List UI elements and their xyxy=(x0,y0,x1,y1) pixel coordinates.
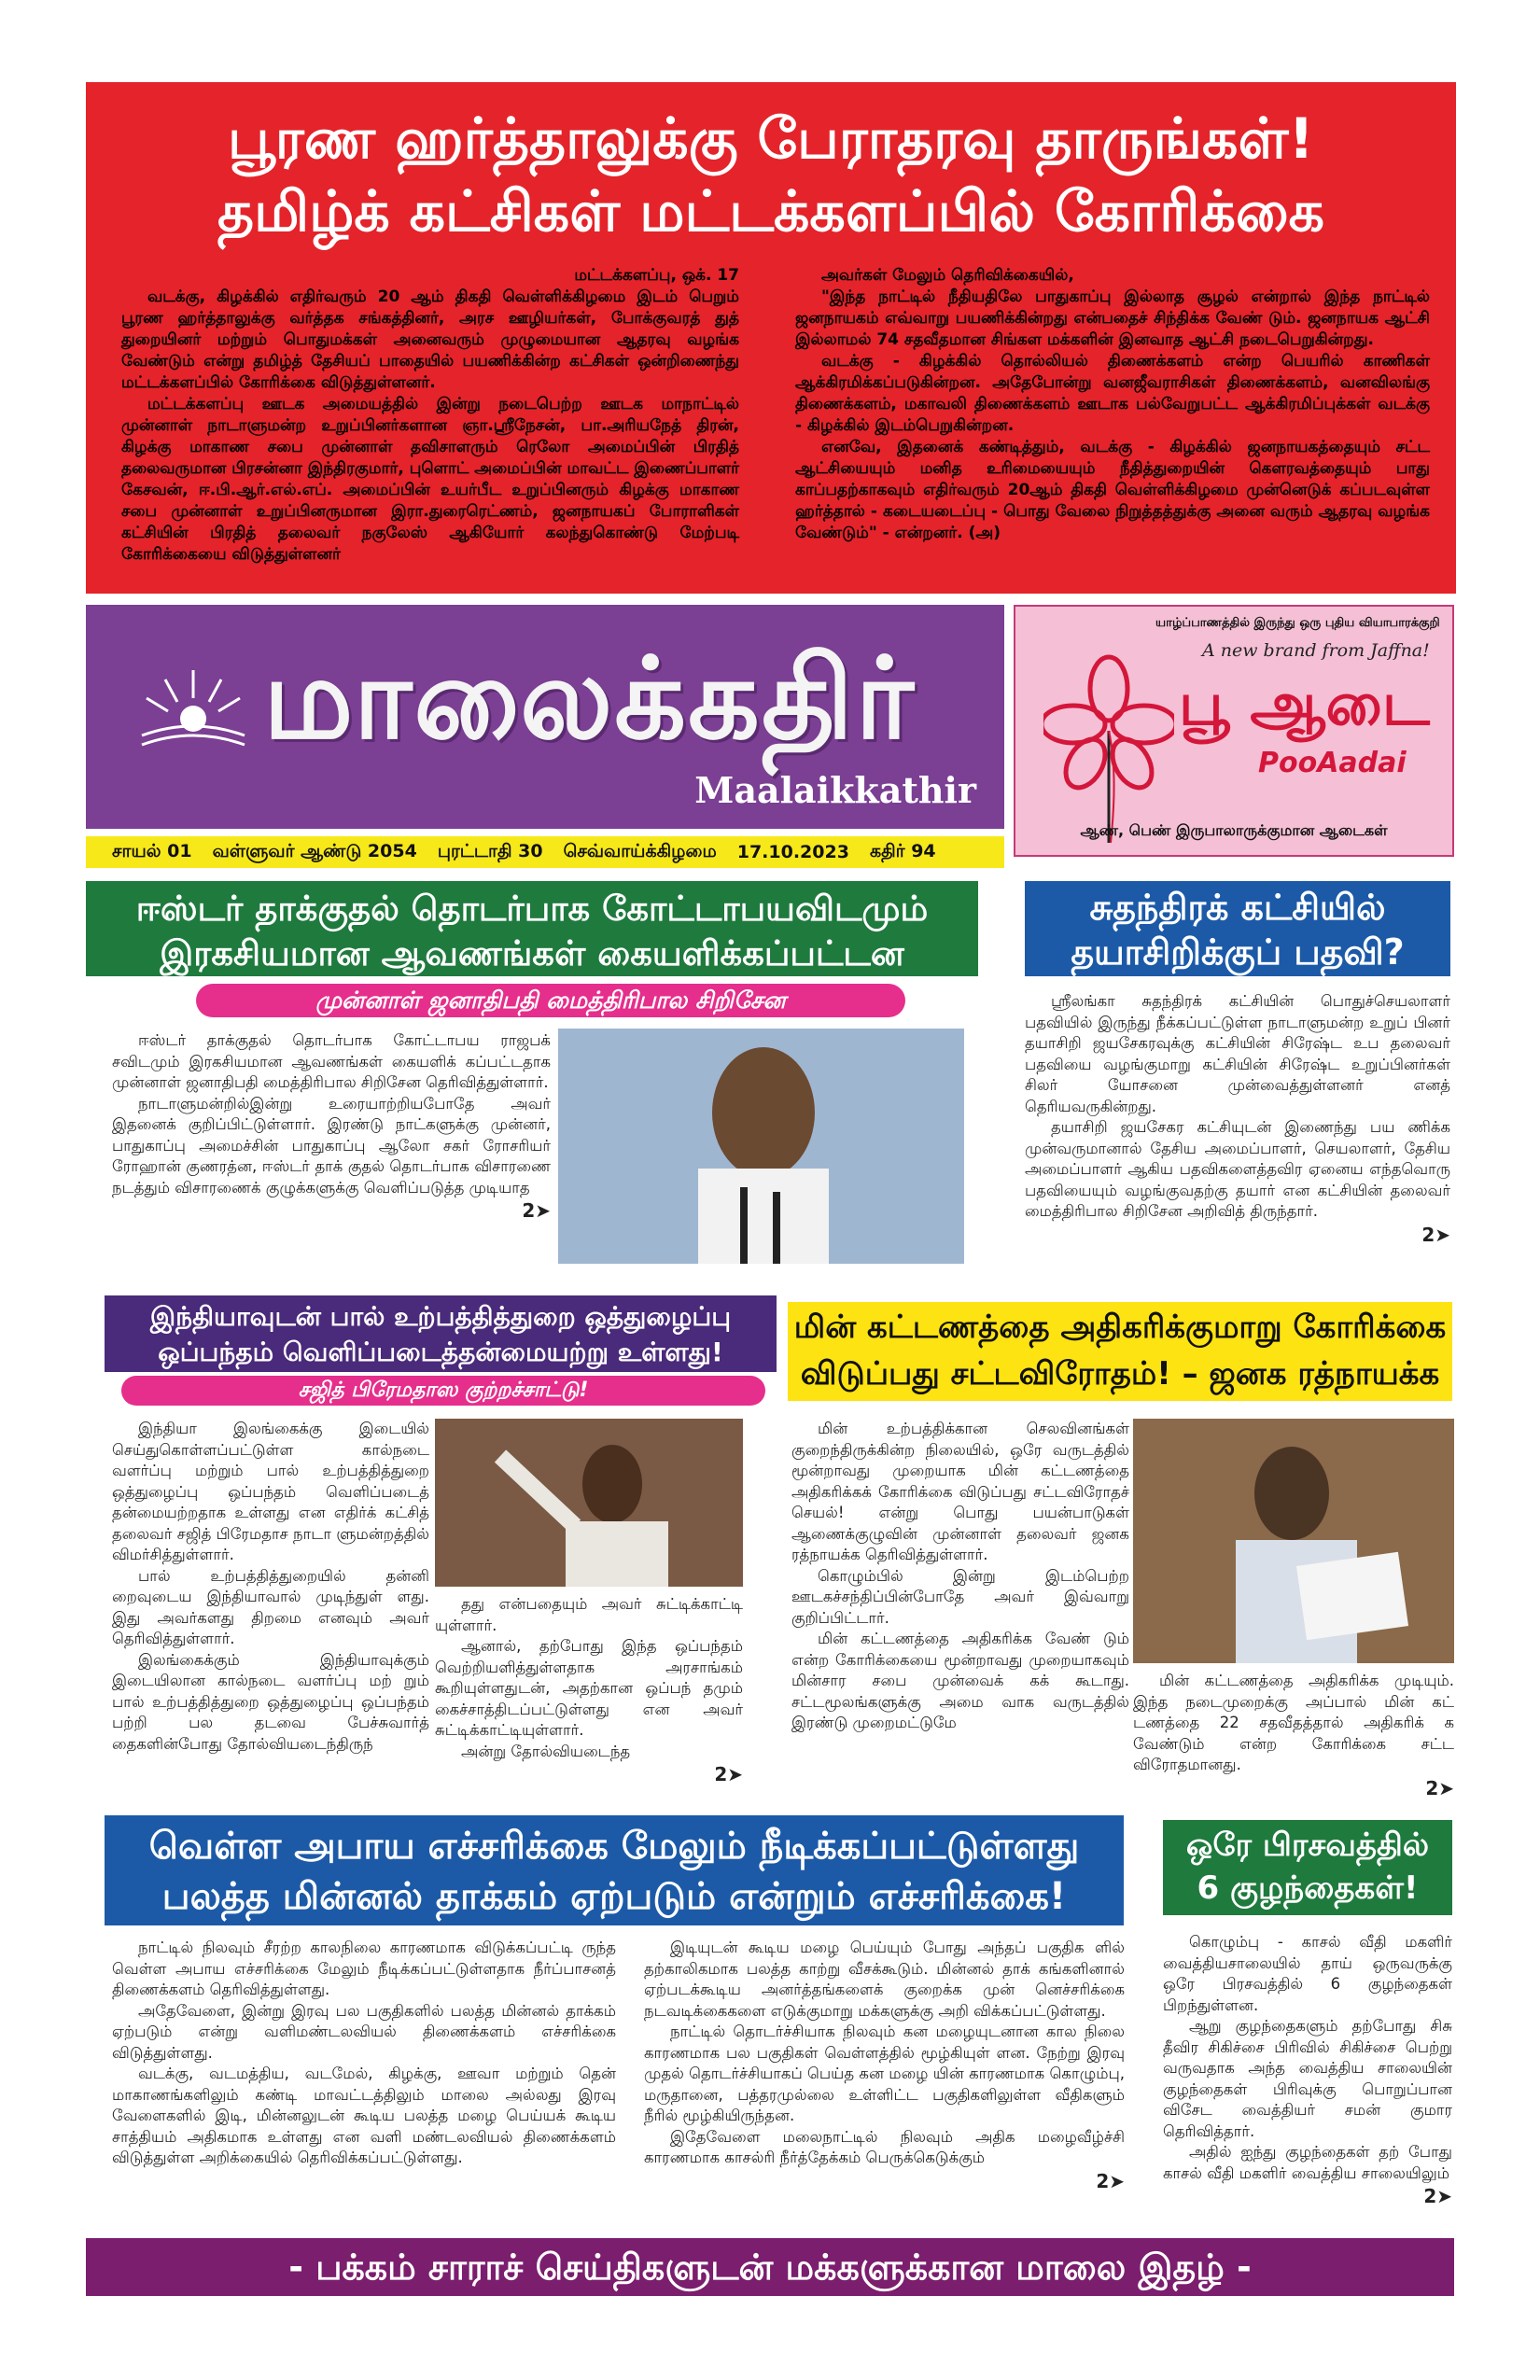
masthead-title: மாலைக்கதிர் xyxy=(263,635,916,764)
sunrise-book-logo-icon xyxy=(123,661,263,763)
continued-page-marker[interactable]: 2➤ xyxy=(1421,1223,1450,1246)
headline-line: சுதந்திரக் கட்சியில் xyxy=(1089,887,1386,928)
issue-tamil-date: புரட்டாதி 30 xyxy=(437,840,543,861)
electricity-story-headline xyxy=(788,1304,1452,1397)
paragraph: இந்தியா இலங்கைக்கு இடையில் செய்துகொள்ளப்பட்டுள்ள கால்நடை வளர்ப்பு மற்றும் பால் உற்பத்தித்துறை ஒத்துழைப்பு ஒப்பந்தம் வெளிப்படைத் தன்மையற்றதாக உள்ளது என எதிர்க் கட்சித் தலைவர் சஜித் பிரேமதாச நாடா ளுமன்றத்தில் விமர்சித்துள்ளார். xyxy=(112,1420,429,1563)
electricity-story-column-1 xyxy=(791,1419,1129,1734)
electricity-story-headline-box xyxy=(788,1302,1452,1401)
electricity-story-column-2 xyxy=(1133,1671,1454,1799)
flood-story-column-1 xyxy=(112,1938,616,2169)
paragraph: அன்று தோல்வியடைந்த xyxy=(461,1742,631,1760)
paragraph: ஈஸ்டர் தாக்குதல் தொடர்பாக கோட்டாபய ராஜபக் சவிடமும் இரகசியமான ஆவணங்கள் கையளிக் கப்பட்டதாக முன்னாள் ஜனாதிபதி மைத்திரிபால சிறிசேன தெரிவித்துள்ளார். xyxy=(112,1031,551,1091)
paragraph: அதில் ஐந்து குழந்தைகள் தற் போது காசல் வீதி மகளிர் வைத்திய சாலையிலும் xyxy=(1163,2143,1452,2182)
paragraph: தது என்பதையும் அவர் சுட்டிக்காட்டி யுள்ளார். xyxy=(435,1595,743,1634)
headline-line: வெள்ள அபாய எச்சரிக்கை மேலும் நீடிக்கப்பட்டுள்ளது xyxy=(148,1825,1080,1868)
issue-volume: சாயல் 01 xyxy=(112,840,192,861)
dairy-story-strap: சஜித் பிரேமதாஸ குற்றச்சாட்டு! xyxy=(121,1376,765,1406)
paragraph: நாடாளுமன்றில்இன்று உரையாற்றியபோதே அவர் இதனைக் குறிப்பிட்டுள்ளார். இரண்டு நாட்களுக்கு முன்னர், பாதுகாப்பு அமைச்சின் பாதுகாப்பு ஆலோ சகர் ரோசரியர் ரோஹான் குணரத்ன, ஈஸ்டர் தாக் குதல் தொடர்பாக விசாரணை நடத்தும் விசாரணைக் குழுக்களுக்கு வெளிப்படுத்த முடியாத xyxy=(112,1094,551,1197)
dairy-story-headline xyxy=(105,1299,777,1370)
flood-story-headline-box xyxy=(105,1815,1124,1925)
sextuplets-story-headline-box xyxy=(1163,1820,1452,1915)
paragraph: தயாசிறி ஜயசேகர கட்சியுடன் இணைந்து பய ணிக்க முன்வருமானால் தேசிய அமைப்பாளர், செயலாளர், தேசிய அமைப்பாளர் ஆகிய பதவிகளைத்தவிர ஏனைய எந்தவொரு பதவியையும் வழங்குவதற்கு தயார் என கட்சியின் தலைவர் மைத்திரிபால சிறிசேன அறிவித் திருந்தார். xyxy=(1025,1118,1450,1220)
paragraph: "இந்த நாட்டில் நீதியதிலே பாதுகாப்பு இல்லாத சூழல் என்றால் இந்த நாட்டில் ஜனநாயகம் எவ்வாறு பயணிக்கின்றது என்பதைச் சிந்திக்க வேண் டும். ஜனநாயக ஆட்சி இல்லாமல் 74 சதவீதமான சிங்கள மக்களின் இனவாத ஆட்சி நடைபெறுகின்றது. xyxy=(795,287,1430,349)
top-story-dateline: மட்டக்களப்பு, ஒக். 17 xyxy=(574,266,739,285)
paragraph: ஆனால், தற்போது இந்த ஒப்பந்தம் வெற்றியளித்துள்ளதாக அரசாங்கம் கூறியுள்ளதுடன், அதற்கான ஒப்பந் தமும் கைச்சாத்திடப்பட்டுள்ளது என அவர் சுட்டிக்காட்டியுள்ளார். xyxy=(435,1637,743,1739)
sextuplets-story-body xyxy=(1163,1932,1452,2207)
person-speaking-photo-icon xyxy=(558,1029,964,1264)
top-story-column-2 xyxy=(795,265,1430,544)
paragraph: மின் கட்டணத்தை அதிகரிக்க வேண் டும் என்ற கோரிக்கையை மூன்றாவது முறையாகவும் மின்சார சபை முன்வைக் கக் கூடாது. சட்டமூலங்களுக்கு அமை வாக வருடத்தில் இரண்டு முறைமட்டுமே xyxy=(791,1630,1129,1731)
slfp-story-headline-box xyxy=(1025,881,1450,976)
top-story-headline: பூரண ஹர்த்தாலுக்கு பேராதரவு தாருங்கள்! xyxy=(228,106,1314,172)
continued-page-marker[interactable]: 2➤ xyxy=(1425,1776,1454,1799)
paragraph: மின் உற்பத்திக்கான செலவினங்கள் குறைந்திருக்கின்ற நிலையில், ஒரே வருடத்தில் மூன்றாவது முறையாக மின் கட்டணத்தை அதிகரிக்கக் கோரிக்கை விடுப்பது சட்டவிரோதச் செயல்! என்று பொது பயன்பாடுகள் ஆணைக்குழுவின் முன்னாள் தலைவர் ஜனக ரத்நாயக்க தெரிவித்துள்ளார். xyxy=(791,1420,1129,1563)
paragraph: கொழும்பில் இன்று இடம்பெற்ற ஊடகச்சந்திப்பின்போதே அவர் இவ்வாறு குறிப்பிட்டார். xyxy=(791,1566,1129,1627)
continued-page-marker[interactable]: 2➤ xyxy=(522,1199,551,1222)
headline-line: தயாசிறிக்குப் பதவி? xyxy=(1071,931,1405,973)
dairy-story-column-2 xyxy=(435,1594,743,1785)
page-footer-slogan: - பக்கம் சாராச் செய்திகளுடன் மக்களுக்கான மாலை இதழ் - xyxy=(86,2238,1454,2296)
ad-brand-name-english: PooAadai xyxy=(1258,747,1407,779)
ad-tagline: யாழ்ப்பாணத்தில் இருந்து ஒரு புதிய வியாபாரக்குறி xyxy=(1155,616,1440,630)
dairy-story-headline-box xyxy=(105,1295,777,1372)
paragraph: வடக்கு, கிழக்கில் எதிர்வரும் 20 ஆம் திகதி வெள்ளிக்கிழமை இடம் பெறும் பூரண ஹர்த்தாலுக்கு வர்த்தக சங்கத்தினர், அரச ஊழியர்கள், போக்குவரத் துத் துறையினர் மற்றும் பொதுமக்கள் அனைவரும் முழுமையான ஆதரவு வழங்க வேண்டும் என்று தமிழ்த் தேசியப் பாதையில் பயணிக்கின்ற கட்சிகள் ஒன்றிணைந்து மட்டக்களப்பில் கோரிக்கை விடுத்துள்ளனர். xyxy=(121,287,739,392)
paragraph: பால் உற்பத்தித்துறையில் தன்னி றைவுடைய இந்தியாவால் முடிந்துள் ளது. இது அவர்களது திறமை எனவும் அவர் தெரிவித்துள்ளார். xyxy=(112,1566,429,1647)
paragraph: நாட்டில் தொடர்ச்சியாக நிலவும் கன மழையுடனான கால நிலை காரணமாக பல பகுதிகள் வெள்ளத்தில் மூழ்கியுள் ளன. நேற்று இரவு முதல் தொடர்ச்சியாகப் பெய்த கன மழை யின் காரணமாக கொழும்பு, மருதானை, பத்தரமுல்லை உள்ளிட்ட பகுதிகளிலுள்ள வீதிகளும் நீரில் மூழ்கியிருந்தன. xyxy=(644,2023,1125,2124)
paragraph: இலங்கைக்கும் இந்தியாவுக்கும் இடையிலான கால்நடை வளர்ப்பு மற் றும் பால் உற்பத்தித்துறை ஒத்துழைப்பு ஒப்பந்தம் பற்றி பல தடவை பேச்சுவார்த் தைகளின்போது தோல்வியடைந்திருந் xyxy=(112,1650,429,1753)
paragraph: கொழும்பு - காசல் வீதி மகளிர் வைத்தியசாலையில் தாய் ஒருவருக்கு ஒரே பிரசவத்தில் 6 குழந்தைகள் பிறந்துள்ளன. xyxy=(1163,1933,1452,2014)
dairy-story-column-1 xyxy=(112,1419,429,1755)
person-holding-document-photo-icon xyxy=(1133,1419,1454,1663)
top-story-subheadline: தமிழ்க் கட்சிகள் மட்டக்களப்பில் கோரிக்கை xyxy=(217,179,1325,245)
masthead-subtitle: Maalaikkathir xyxy=(694,769,976,811)
slfp-story-headline xyxy=(1025,885,1450,974)
paragraph: மட்டக்களப்பு ஊடக அமையத்தில் இன்று நடைபெற்ற ஊடக மாநாட்டில் முன்னாள் நாடாளுமன்ற உறுப்பினர்களான ஞா.ஸ்ரீநேசன், பா.அரியநேத் திரன், கிழக்கு மாகாண சபை முன்னாள் தவிசாளரும் ரெலோ அமைப்பின் பிரதித் தலைவருமான பிரசன்னா இந்திரகுமார், புளொட் அமைப்பின் மாவட்ட இணைப்பாளர் கேசவன், ஈ.பி.ஆர்.எல்.எப். அமைப்பின் உயர்பீட உறுப்பினரும் கிழக்கு மாகாண சபை முன்னாள் உறுப்பினருமான இரா.துரைரெட்ணம், ஜனநாயகப் போராளிகள் கட்சியின் பிரதித் தலைவர் நகுலேஸ் ஆகியோர் கலந்துகொண்டு மேற்படி கோரிக்கையை விடுத்துள்ளனர் xyxy=(121,395,739,564)
top-story-banner xyxy=(86,82,1456,594)
issue-day: செவ்வாய்க்கிழமை xyxy=(563,840,717,861)
ad-brand-name: பூ ஆடை xyxy=(1179,670,1430,739)
continued-page-marker[interactable]: 2➤ xyxy=(714,1763,743,1785)
issue-info-bar xyxy=(86,836,1004,868)
easter-story-headline xyxy=(86,887,978,976)
paragraph: ஸ்ரீலங்கா சுதந்திரக் கட்சியின் பொதுச்செயலாளர் பதவியில் இருந்து நீக்கப்பட்டுள்ள நாடாளுமன்ற உறுப் பினர் தயாசிறி ஜயசேகரவுக்கு கட்சியின் சிரேஷ்ட உப தலைவர் பதவியை வழங்குமாறு கட்சியின் சிரேஷ்ட உறுப்பினர்கள் சிலர் யோசனை முன்வைத்துள்ளனர் எனத் தெரியவருகின்றது. xyxy=(1025,992,1450,1115)
advertisement[interactable] xyxy=(1014,605,1454,857)
janaka-ratnayake-photo xyxy=(1133,1419,1454,1663)
paragraph: வடக்கு, வடமத்திய, வடமேல், கிழக்கு, ஊவா மற்றும் தென் மாகாணங்களிலும் கண்டி மாவட்டத்திலும் மாலை அல்லது இரவு வேளைகளில் இடி, மின்னலுடன் கூடிய பலத்த மழை பெய்யக் கூடிய சாத்தியம் அதிகமாக உள்ளது என வளி மண்டலவியல் திணைக்களம் விடுத்துள்ள அறிக்கையில் தெரிவிக்கப்பட்டுள்ளது. xyxy=(112,2065,616,2166)
paragraph: அவர்கள் மேலும் தெரிவிக்கையில், xyxy=(821,266,1074,285)
slfp-story-body xyxy=(1025,991,1450,1245)
easter-story-body xyxy=(112,1030,551,1222)
headline-line: ஒரே பிரசவத்தில் xyxy=(1185,1827,1430,1864)
headline-line: விடுப்பது சட்டவிரோதம்! – ஜனக ரத்நாயக்க xyxy=(800,1355,1440,1393)
paragraph: நாட்டில் நிலவும் சீரற்ற காலநிலை காரணமாக விடுக்கப்பட்டி ருந்த வெள்ள அபாய எச்சரிக்கை மேலும் நீடிக்கப்பட்டுள்ளதாக நீர்ப்பாசனத் திணைக்களம் தெரிவித்துள்ளது. xyxy=(112,1939,616,1998)
headline-line: இந்தியாவுடன் பால் உற்பத்தித்துறை ஒத்துழைப்பு xyxy=(149,1301,732,1332)
headline-line: மின் கட்டணத்தை அதிகரிக்குமாறு கோரிக்கை xyxy=(793,1309,1447,1346)
issue-number: கதிர் 94 xyxy=(869,840,936,861)
continued-page-marker[interactable]: 2➤ xyxy=(1423,2185,1452,2207)
flood-story-headline xyxy=(105,1821,1124,1922)
ad-footer-text: ஆண், பெண் இருபாலாருக்குமான ஆடைகள் xyxy=(1080,821,1388,839)
flood-story-column-2 xyxy=(644,1938,1125,2191)
continued-page-marker[interactable]: 2➤ xyxy=(1096,2169,1125,2192)
headline-line: பலத்த மின்னல் தாக்கம் ஏற்படும் என்றும் எச்சரிக்கை! xyxy=(161,1875,1067,1918)
ad-english-tagline: A new brand from Jaffna! xyxy=(1202,640,1430,661)
person-pointing-photo-icon xyxy=(435,1419,743,1587)
issue-year: வள்ளுவர் ஆண்டு 2054 xyxy=(212,840,417,861)
paragraph: வடக்கு - கிழக்கில் தொல்லியல் திணைக்களம் என்ற பெயரில் காணிகள் ஆக்கிரமிக்கப்படுகின்றன. அதேபோன்று வனஜீவராசிகள் திணைக்களம், வனவிலங்கு திணைக்களம், மகாவலி திணைக்களம் ஊடாக பல்வேறுபட்ட ஆக்கிரமிப்புக்கள் வடக்கு - கிழக்கில் இடம்பெறுகின்றன. xyxy=(795,352,1430,435)
easter-story-strap: முன்னாள் ஜனாதிபதி மைத்திரிபால சிறிசேன xyxy=(196,984,905,1017)
masthead xyxy=(86,605,1004,862)
headline-line: ஈஸ்டர் தாக்குதல் தொடர்பாக கோட்டாபயவிடமும் xyxy=(135,889,929,929)
paragraph: மின் கட்டணத்தை அதிகரிக்க முடியும். இந்த நடைமுறைக்கு அப்பால் மின் கட் டணத்தை 22 சதவீதத்தால் அதிகரிக் க வேண்டும் என்ற கோரிக்கை சட்ட விரோதமானது. xyxy=(1133,1672,1454,1773)
sirisena-photo xyxy=(558,1029,964,1264)
easter-story-headline-box xyxy=(86,881,978,976)
paragraph: இதேவேளை மலைநாட்டில் நிலவும் அதிக மழைவீழ்ச்சி காரணமாக காசல்ரி நீர்த்தேக்கம் பெருக்கெடுக்கும் xyxy=(644,2127,1125,2166)
paragraph: எனவே, இதனைக் கண்டித்தும், வடக்கு - கிழக்கில் ஜனநாயகத்தையும் சட்ட ஆட்சியையும் மனித உரிமையையும் நீதித்துறையின் கௌரவத்தையும் பாது காப்பதற்காகவும் எதிர்வரும் 20ஆம் திகதி வெள்ளிக்கிழமை முன்னெடுக் கப்படவுள்ள ஹர்த்தால் - கடையடைப்பு - பொது வேலை நிறுத்தத்துக்கு அனை வரும் ஆதரவு வழங்க வேண்டும்" - என்றனர். (அ) xyxy=(795,438,1430,542)
headline-line: 6 குழந்தைகள்! xyxy=(1197,1869,1419,1907)
paragraph: இடியுடன் கூடிய மழை பெய்யும் போது அந்தப் பகுதிக ளில் தற்காலிகமாக பலத்த காற்று வீசக்கூடும். மின்னல் தாக் கங்களினால் ஏற்படக்கூடிய அனர்த்தங்களைக் குறைக்க முன் னெச்சரிக்கை நடவடிக்கைகளை எடுக்குமாறு மக்களுக்கு அறி விக்கப்பட்டுள்ளது. xyxy=(644,1939,1125,2020)
top-story-column-1 xyxy=(121,265,739,566)
paragraph: ஆறு குழந்தைகளும் தற்போது சிசு தீவிர சிகிச்சை பிரிவில் சிகிச்சை பெற்று வருவதாக அந்த வைத்திய சாலையின் குழந்தைகள் பிரிவுக்கு பொறுப்பான விசேட வைத்தியர் சமன் குமார தெரிவித்தார். xyxy=(1163,2017,1452,2140)
headline-line: இரகசியமான ஆவணங்கள் கையளிக்கப்பட்டன xyxy=(160,933,904,973)
sextuplets-story-headline xyxy=(1163,1824,1452,1910)
paragraph: அதேவேளை, இன்று இரவு பல பகுதிகளில் பலத்த மின்னல் தாக்கம் ஏற்படும் என்று வளிமண்டலவியல் திணைக்களம் எச்சரிக்கை விடுத்துள்ளது. xyxy=(112,2001,616,2062)
headline-line: ஒப்பந்தம் வெளிப்படைத்தன்மையற்று உள்ளது! xyxy=(158,1337,723,1367)
flower-logo-icon xyxy=(1043,651,1174,847)
issue-date: 17.10.2023 xyxy=(736,842,849,862)
sajith-premadasa-photo xyxy=(435,1419,743,1587)
